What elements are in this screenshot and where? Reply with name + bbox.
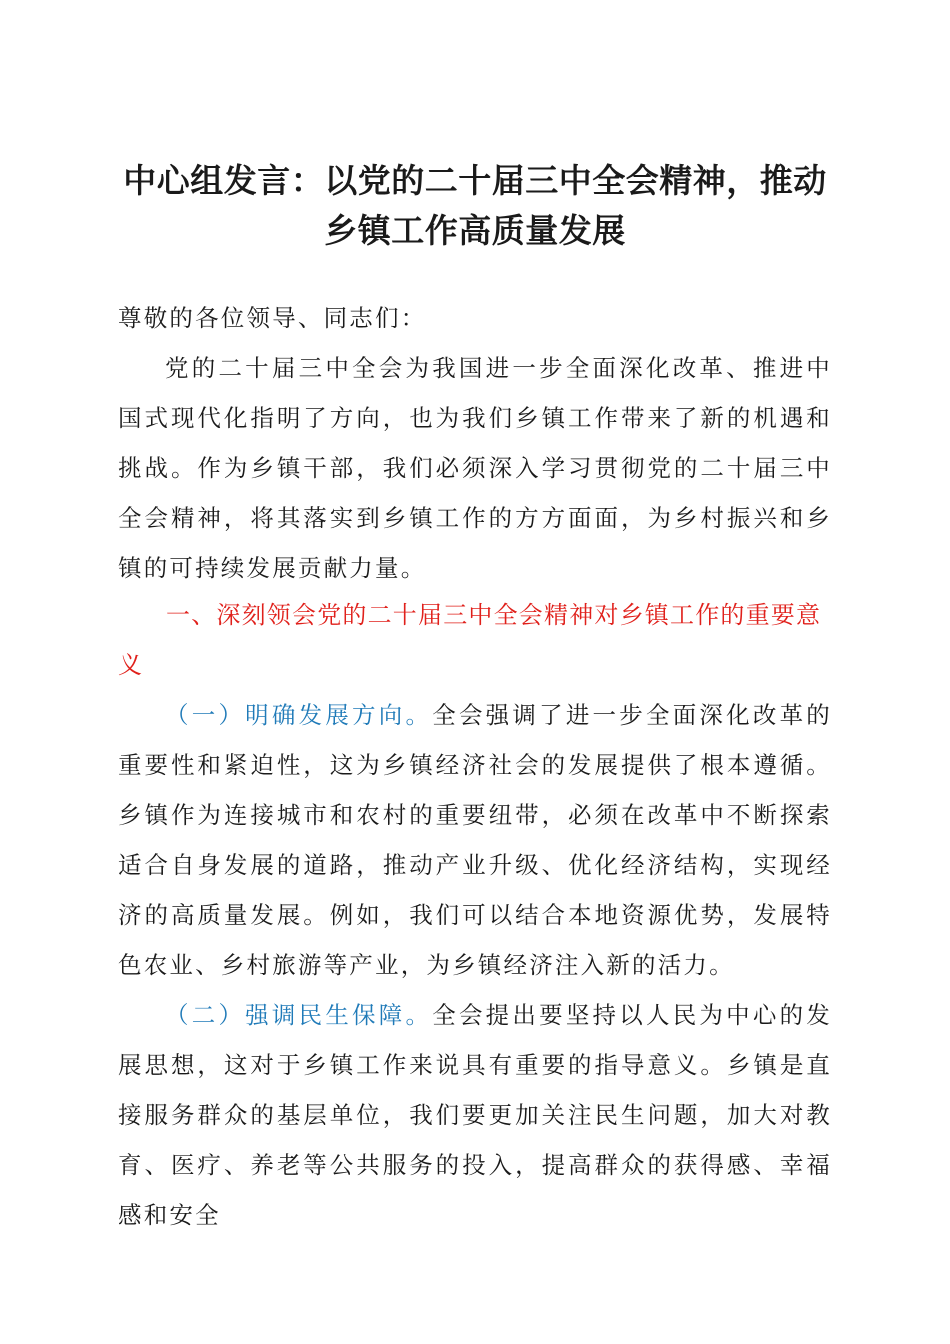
point-text-2: 全会提出要坚持以人民为中心的发展思想，这对于乡镇工作来说具有重要的指导意义。乡镇是直接服务群众的基层单位，我们要更加关注民生问题，加大对教育、医疗、养老等公共服务的投入，提高群众的获得感、幸福感和安全 — [118, 1001, 833, 1229]
intro-paragraph: 党的二十届三中全会为我国进一步全面深化改革、推进中国式现代化指明了方向，也为我们乡镇工作带来了新的机遇和挑战。作为乡镇干部，我们必须深入学习贯彻党的二十届三中全会精神，将其落实到乡镇工作的方方面面，为乡村振兴和乡镇的可持续发展贡献力量。 — [118, 354, 832, 582]
section-heading-1: 一、深刻领会党的二十届三中全会精神对乡镇工作的重要意义 — [118, 601, 822, 679]
point-title-1: （一）明确发展方向。 — [165, 701, 433, 729]
salutation: 尊敬的各位领导、同志们： — [118, 304, 427, 332]
point-text-1: 全会强调了进一步全面深化改革的重要性和紧迫性，这为乡镇经济社会的发展提供了根本遵循。乡镇作为连接城市和农村的重要纽带，必须在改革中不断探索适合自身发展的道路，推动产业升级、优化经济结构，实现经济的高质量发展。例如，我们可以结合本地资源优势，发展特色农业、乡村旅游等产业，为乡镇经济注入新的活力。 — [118, 701, 833, 979]
point-title-2: （二）强调民生保障。 — [165, 1001, 433, 1029]
document-title: 中心组发言：以党的二十届三中全会精神，推动乡镇工作高质量发展 — [123, 161, 827, 250]
point-paragraph-1 — [118, 690, 832, 990]
point-paragraph-2 — [118, 990, 832, 1240]
